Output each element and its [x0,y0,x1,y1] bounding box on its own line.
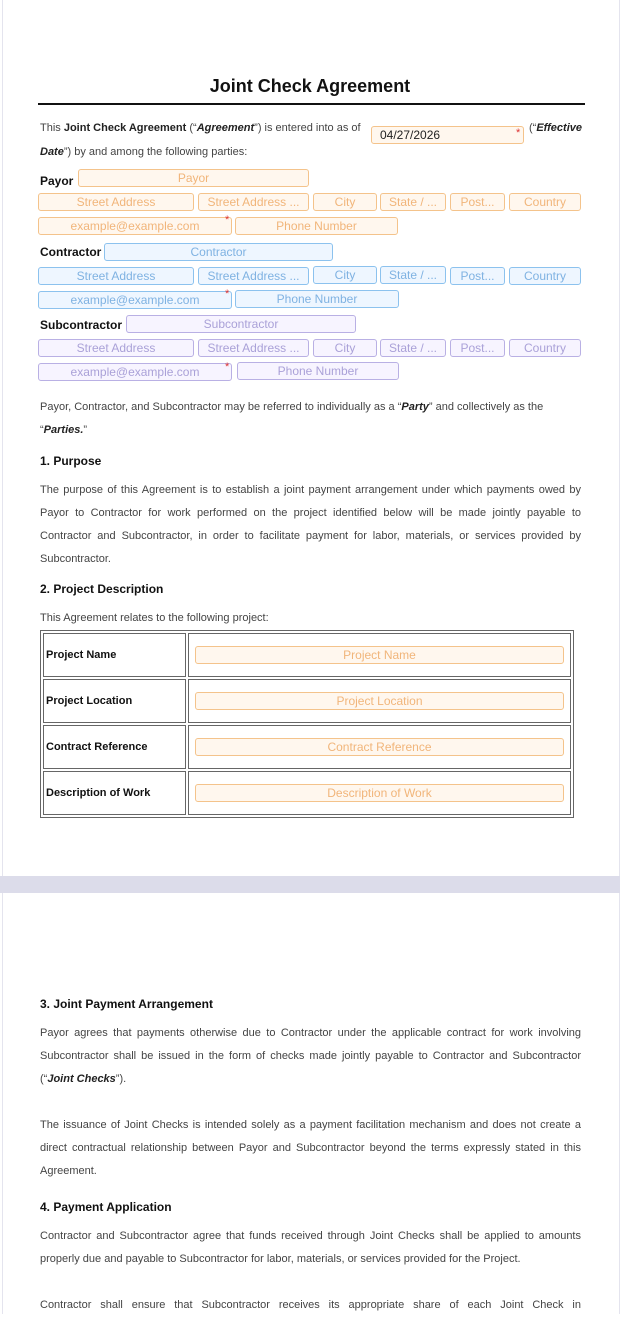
table-row [43,633,571,677]
table-row [43,771,571,815]
document-title: Joint Check Agreement [209,76,411,96]
required-mark: * [516,127,521,139]
contractor-street2-field[interactable]: Street Address ... [198,267,309,285]
project-location-label: Project Location [43,679,186,723]
project-name-field[interactable]: Project Name [195,646,564,664]
payor-street-field[interactable]: Street Address [38,193,194,211]
effective-date-field[interactable]: 04/27/2026 [371,126,524,144]
section-2-text: This Agreement relates to the following project: [40,612,269,624]
payor-name-field[interactable]: Payor [78,169,309,187]
contract-reference-label: Contract Reference [43,725,186,769]
subcontractor-postal-field[interactable]: Post... [450,339,505,357]
subcontractor-city-field[interactable]: City [313,339,377,357]
table-row [43,679,571,723]
contractor-country-field[interactable]: Country [509,267,581,285]
subcontractor-phone-field[interactable]: Phone Number [237,362,399,380]
intro-line-1: This Joint Check Agreement (“Agreement”) is entered into as of [40,122,361,134]
payor-country-field[interactable]: Country [509,193,581,211]
subcontractor-street-field[interactable]: Street Address [38,339,194,357]
contractor-email-field[interactable]: example@example.com [38,291,232,309]
section-4-paragraph-1: Contractor and Subcontractor agree that funds received through Joint Checks shall be applied to amounts properly due and payable to Subcontractor for labor, materials, or services provided for the Project. [40,1230,581,1265]
payor-state-field[interactable]: State / ... [380,193,446,211]
subcontractor-email-field[interactable]: example@example.com [38,363,232,381]
table-row [43,725,571,769]
required-mark: * [225,361,230,373]
contractor-phone-field[interactable]: Phone Number [235,290,399,308]
contractor-postal-field[interactable]: Post... [450,267,505,285]
parties-definition: Payor, Contractor, and Subcontractor may be referred to individually as a “Party” and collectively as the “Parties.” [40,401,544,436]
payor-email-field[interactable]: example@example.com [38,217,232,235]
project-table [40,630,574,818]
section-1-heading: 1. Purpose [40,454,102,468]
project-name-label: Project Name [43,633,186,677]
section-3-paragraph-2: The issuance of Joint Checks is intended solely as a payment facilitation mechanism and does not create a direct contractual relationship between Payor and Subcontractor beyond the terms expressly stated in this Agreement. [40,1119,581,1177]
contractor-city-field[interactable]: City [313,266,377,284]
payor-city-field[interactable]: City [313,193,377,211]
subcontractor-street2-field[interactable]: Street Address ... [198,339,309,357]
contractor-state-field[interactable]: State / ... [380,266,446,284]
intro-line-2: Date”) by and among the following parties: [40,146,248,158]
section-3-heading: 3. Joint Payment Arrangement [40,997,213,1011]
subcontractor-country-field[interactable]: Country [509,339,581,357]
contractor-name-field[interactable]: Contractor [104,243,333,261]
payor-label: Payor [40,174,74,188]
page-separator [0,876,620,893]
payor-street2-field[interactable]: Street Address ... [198,193,309,211]
contractor-street-field[interactable]: Street Address [38,267,194,285]
intro-effective: (“Effective [529,122,582,134]
title-rule [38,103,585,105]
contract-reference-field[interactable]: Contract Reference [195,738,564,756]
section-4-heading: 4. Payment Application [40,1200,172,1214]
subcontractor-state-field[interactable]: State / ... [380,339,446,357]
project-location-field[interactable]: Project Location [195,692,564,710]
required-mark: * [225,288,230,300]
section-4-paragraph-2: Contractor shall ensure that Subcontractor receives its appropriate share of each Joint Check in [40,1299,581,1311]
section-2-heading: 2. Project Description [40,582,164,596]
section-1-text: The purpose of this Agreement is to establish a joint payment arrangement under which payments owed by Payor to Contractor for work performed on the project identified below will be made jointly payable to Contractor and Subcontractor, in order to facilitate payment for labor, materials, or services provided by Subcontractor. [40,484,581,565]
contractor-label: Contractor [40,245,102,259]
description-of-work-label: Description of Work [43,771,186,815]
description-of-work-field[interactable]: Description of Work [195,784,564,802]
payor-postal-field[interactable]: Post... [450,193,505,211]
section-3-paragraph-1: Payor agrees that payments otherwise due to Contractor under the applicable contract for work involving Subcontractor shall be issued in the form of checks made jointly payable to Contractor and Subcontractor (“Joint Checks”). [40,1027,581,1085]
subcontractor-name-field[interactable]: Subcontractor [126,315,356,333]
subcontractor-label: Subcontractor [40,318,123,332]
payor-phone-field[interactable]: Phone Number [235,217,398,235]
required-mark: * [225,214,230,226]
